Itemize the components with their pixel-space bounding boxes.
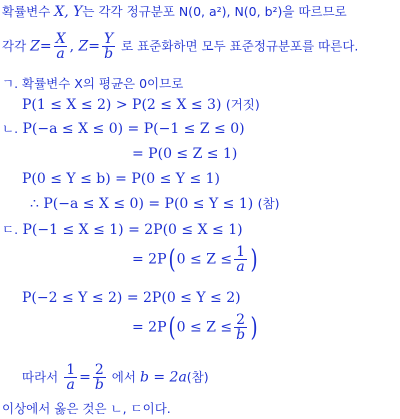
intro-text-2b: 로 표준화하면 모두 표준정규분포를 따른다. [117,38,359,54]
frac-2-over-b [234,313,247,342]
frac-1-over-a-conc [64,363,77,392]
conc-num-1: 1 [66,362,76,378]
item2-line-4 [30,196,280,212]
frac-y-over-b [102,32,115,61]
intro-text-1b: 는 각각 정규분포 N(0, a²), N(0, b²)을 따르므로 [82,4,347,19]
item3-e1: P(−1 ≤ X ≤ 1) = 2P(0 ≤ X ≤ 1) [22,222,243,238]
intro-line-1 [2,4,347,20]
item3-e4-pre: = 2P [132,319,167,336]
conc-result: b = 2a [139,369,187,386]
item3-e2-in: 0 ≤ Z ≤ [176,251,233,268]
item2-head: ㄴ. [2,121,19,136]
item2-verdict: (참) [257,196,280,211]
frac-num-y: Y [103,31,114,47]
item3-line-2 [132,245,259,274]
item3-line-4 [132,313,259,342]
item3-head: ㄷ. [2,222,19,237]
conc-num-2: 2 [94,362,104,378]
frac-den-a-2: a [236,259,245,275]
intro-text-1a: 확률변수 [2,4,55,19]
intro-text-2a: 각각 [2,38,31,54]
conc-text-mid: 에서 [107,369,140,385]
conc-eq: = [79,369,91,386]
frac-den-a: a [56,46,65,62]
frac-num-x: X [55,31,66,47]
item1-expr-line [22,97,260,113]
frac-2-over-b-conc [93,363,106,392]
frac-den-b-2: b [236,327,246,343]
item3-e4-in: 0 ≤ Z ≤ [176,319,233,336]
intro-var-xy: X, Y [54,4,83,20]
item3-conclusion [22,363,209,392]
conc-den-a: a [66,377,75,393]
item2-e3: P(0 ≤ Y ≤ b) = P(0 ≤ Y ≤ 1) [22,171,221,187]
item3-e2-pre: = 2P [132,251,167,268]
item1-verdict: (거짓) [225,97,260,112]
conc-text-a: 따라서 [22,369,63,385]
frac-x-over-a [54,32,68,61]
item3-line-1 [2,222,243,238]
item1-head: ㄱ. 확률변수 X의 평균은 0이므로 [2,76,184,91]
item2-e2: = P(0 ≤ Z ≤ 1) [132,146,238,162]
z-eq-2: Z= [78,38,100,55]
paren-close: ) [250,244,258,275]
item1-expr: P(1 ≤ X ≤ 2) > P(2 ≤ X ≤ 3) [22,97,222,113]
frac-1-over-a [234,245,247,274]
intro-comma: , [69,38,79,55]
frac-den-b: b [104,46,114,62]
item2-e4: ∴ P(−a ≤ X ≤ 0) = P(0 ≤ Y ≤ 1) [30,196,254,212]
frac-num-2: 2 [236,312,246,328]
paren-open-2: ( [168,312,176,343]
item3-e3: P(−2 ≤ Y ≤ 2) = 2P(0 ≤ Y ≤ 2) [22,290,241,306]
z-eq-1: Z= [30,38,52,55]
item2-e1: P(−a ≤ X ≤ 0) = P(−1 ≤ Z ≤ 0) [22,121,245,137]
paren-open: ( [168,244,176,275]
final-answer: 이상에서 옳은 것은 ㄴ, ㄷ이다. [2,401,171,416]
paren-close-2: ) [250,312,258,343]
conc-verdict: (참) [186,369,209,385]
conc-den-b: b [94,377,104,393]
frac-num-1: 1 [236,244,246,260]
intro-line-2 [2,32,358,61]
item2-line-1 [2,121,245,137]
